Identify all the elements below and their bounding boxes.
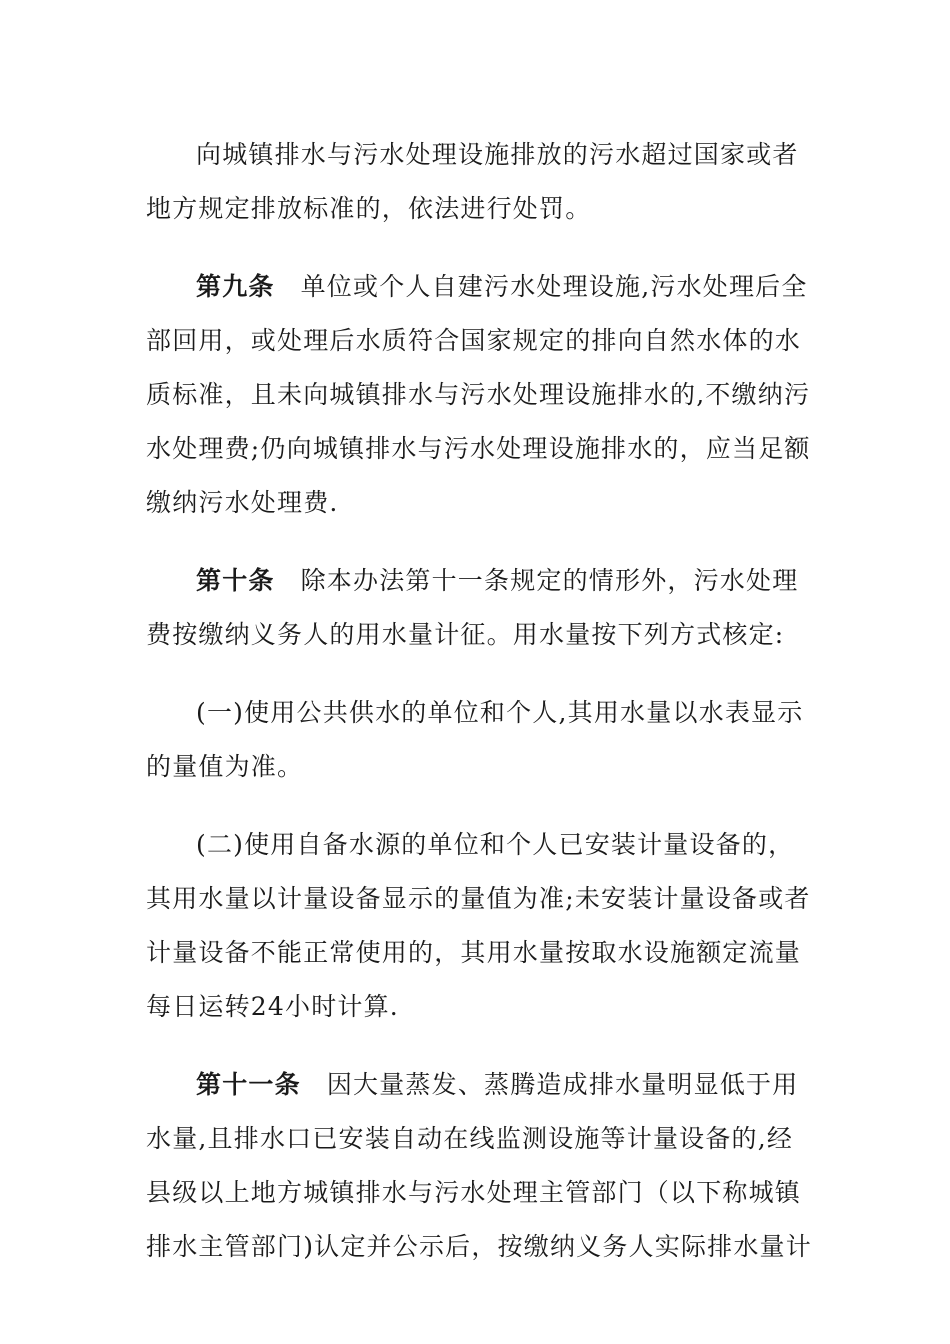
text-line: (二)使用自备水源的单位和个人已安装计量设备的，: [196, 830, 795, 859]
article-heading: 第十一条: [196, 1070, 301, 1099]
text-line: 排水主管部门)认定并公示后，按缴纳义务人实际排水量计: [146, 1232, 812, 1261]
article-heading: 第九条: [196, 272, 275, 301]
paragraph-item-1: [146, 686, 804, 794]
paragraph-gap: [146, 236, 796, 260]
text-line: 其用水量以计量设备显示的量值为准;未安装计量设备或者: [146, 884, 811, 913]
text-line: 单位或个人自建污水处理设施,污水处理后全: [300, 272, 808, 301]
text-line: 缴纳污水处理费.: [146, 488, 339, 517]
text-line: 质标准，且未向城镇排水与污水处理设施排水的,不缴纳污: [146, 380, 811, 409]
text-line-first: [146, 260, 808, 314]
text-line: (一)使用公共供水的单位和个人,其用水量以水表显示: [196, 698, 804, 727]
paragraph-gap: [146, 1034, 796, 1058]
text-line: 地方规定排放标准的，依法进行处罚。: [146, 194, 592, 223]
text-line: 向城镇排水与污水处理设施排放的污水超过国家或者: [196, 140, 799, 169]
paragraph-gap: [146, 662, 796, 686]
paragraph-discharge-penalty: [146, 128, 799, 236]
text-line: 每日运转24小时计算.: [146, 992, 399, 1021]
text-line: 除本办法第十一条规定的情形外，污水处理: [300, 566, 799, 595]
paragraph-item-2: [146, 818, 811, 1034]
text-line: 水处理费;仍向城镇排水与污水处理设施排水的，应当足额: [146, 434, 811, 463]
text-line: 因大量蒸发、蒸腾造成排水量明显低于用: [326, 1070, 799, 1099]
text-line: 水量,且排水口已安装自动在线监测设施等计量设备的,经: [146, 1124, 794, 1153]
paragraph-article-11: [146, 1058, 812, 1274]
paragraph-article-9: [146, 260, 811, 530]
text-line: 的量值为准。: [146, 752, 304, 781]
text-line: 县级以上地方城镇排水与污水处理主管部门（以下称城镇: [146, 1178, 802, 1207]
document-body: [146, 128, 812, 1274]
paragraph-article-10: [146, 554, 799, 662]
text-line-first: [146, 1058, 799, 1112]
article-heading: 第十条: [196, 566, 275, 595]
text-line: 计量设备不能正常使用的，其用水量按取水设施额定流量: [146, 938, 802, 967]
paragraph-gap: [146, 794, 796, 818]
paragraph-gap: [146, 530, 796, 554]
text-line: 费按缴纳义务人的用水量计征。用水量按下列方式核定:: [146, 620, 785, 649]
text-line: 部回用，或处理后水质符合国家规定的排向自然水体的水: [146, 326, 802, 355]
text-line-first: [146, 554, 799, 608]
